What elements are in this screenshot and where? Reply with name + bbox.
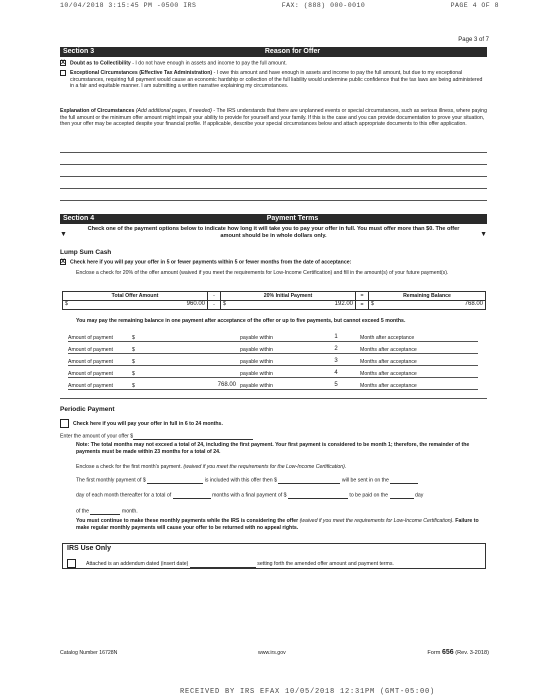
total-months-field[interactable] [173, 492, 211, 499]
payment-instruction [60, 226, 487, 240]
offer-table: Total Offer Amount - 20% Initial Payment = Remaining Balance $ 960.00 - $ 192.00 = $ 768.00 [62, 291, 486, 310]
section4-title: Section 4 [63, 214, 95, 222]
lump-sum-checkbox[interactable]: X [61, 259, 66, 265]
final-payment-field[interactable] [288, 492, 348, 499]
section3-title: Section 3 [63, 47, 95, 55]
enter-amount-row [60, 433, 253, 440]
explanation-paragraph [60, 108, 487, 128]
doubt-checkbox[interactable]: X [61, 60, 66, 66]
periodic-checkbox[interactable] [60, 419, 69, 428]
doubt-option [60, 60, 487, 67]
explanation-label: Explanation of Circumstances [60, 108, 135, 114]
payment-row: Amount of payment $ payable within 3 Months after acceptance [68, 354, 478, 366]
remaining-balance-value: 768.00 [464, 301, 483, 308]
final-day-field[interactable] [390, 492, 414, 499]
minus-sign: - [208, 292, 221, 301]
exceptional-label: Exceptional Circumstances (Effective Tax Administration) [70, 70, 213, 76]
monthly-amount-field[interactable] [278, 477, 340, 484]
lump-sum-heading: Lump Sum Cash [60, 249, 112, 256]
exceptional-checkbox[interactable] [60, 70, 66, 76]
exceptional-text: - I owe this amount and have enough in assets and income to pay the full amount, but due to my exceptional circumstances, requiring full payment would cause an economic hardship or collection of the full liability would undermine public confidence that the tax laws are being administered in a fair and equitable manner. I am submitting a written narrative explaining my circumstances. [70, 70, 483, 89]
explanation-line-4[interactable] [60, 188, 487, 189]
fax-header-left: 10/04/2018 3:15:45 PM -0500 IRS [60, 2, 197, 9]
periodic-option [60, 419, 487, 428]
total-offer-cell[interactable] [63, 301, 208, 310]
total-offer-value: 960.00 [186, 301, 205, 308]
doubt-text: - I do not have enough in assets and income to pay the full amount. [130, 60, 287, 67]
enter-amount-label: Enter the amount of your offer $ [60, 433, 134, 440]
remaining-note: You may pay the remaining balance in one payment after acceptance of the offer or up to five payments, but cannot exceed 5 months. [76, 318, 406, 324]
doubt-label: Doubt as to Collectibility [70, 60, 131, 67]
irs-use-only-box [62, 543, 486, 569]
dollar-sign: $ [371, 301, 374, 308]
periodic-text: Check here if you will pay your offer in full in 6 to 24 months. [73, 420, 223, 427]
payment-row: Amount of payment $ 768.00 payable within 5 Months after acceptance [68, 378, 478, 390]
enclose-first-note: (waived if you meet the requirements for the Low-Income Certification). [181, 464, 347, 470]
divider [60, 398, 487, 399]
explanation-text: - The IRS understands that there are unplanned events or special circumstances, such as serious illness, where paying the full amount or the minimum offer amount might impair your ability to provide for yourself and your family. If this is the case and you can provide documentation to prove your situation, then your offer may be accepted despite your financial profile. If applicable, describe your special circumstances below and attach appropriate documents to this offer application. [60, 108, 487, 127]
enclose-text: Enclose a check for 20% of the offer amount (waived if you meet the requirements for Low-Income Certification) and fill in the amount(s) of your future payment(s). [76, 270, 449, 276]
payment-row: Amount of payment $ payable within 4 Months after acceptance [68, 366, 478, 378]
payment-amount[interactable]: 768.00 [217, 381, 236, 388]
fax-header [60, 2, 499, 10]
first-payment-field[interactable] [147, 477, 203, 484]
irs-url: www.irs.gov [258, 650, 286, 656]
explanation-line-2[interactable] [60, 164, 487, 165]
payment-schedule [68, 330, 478, 390]
initial-payment-header: 20% Initial Payment [221, 292, 356, 301]
section4-heading: Payment Terms [266, 214, 319, 222]
dollar-sign: $ [223, 301, 226, 308]
payment-row: Amount of payment $ payable within 2 Months after acceptance [68, 342, 478, 354]
months-note: Note: The total months may not exceed a total of 24, including the first payment. Your first payment is considered to be month 1; therefore, the remainder of the payments must be made within 23 months for a total of 24. [76, 442, 470, 455]
page-number: Page 3 of 7 [458, 37, 489, 43]
thereafter-row: day of each month thereafter for a total of months with a final payment of $ to be paid on the day [76, 492, 424, 499]
triangle-right-icon: ▼ [480, 231, 487, 239]
sent-day-field[interactable] [390, 477, 418, 484]
fax-header-right: PAGE 4 OF 8 [450, 2, 499, 9]
form-number: Form 656 (Rev. 3-2018) [427, 649, 489, 656]
total-offer-header: Total Offer Amount [63, 292, 208, 301]
initial-payment-cell[interactable] [221, 301, 356, 310]
section3-header [60, 47, 487, 57]
explanation-line-3[interactable] [60, 176, 487, 177]
explanation-line-1[interactable] [60, 152, 487, 153]
section3-heading: Reason for Offer [264, 47, 321, 55]
dollar-sign: $ [65, 301, 68, 308]
enclose-first-text: Enclose a check for the first month's payment. [76, 464, 182, 470]
exceptional-option [60, 70, 487, 90]
continue-note: You must continue to make these monthly payments while the IRS is considering the offer (waived if you meet the requirements for Low-Income Certification). Failure to make regular monthly payments will cause your offer to be returned with no appeal rights. [76, 518, 479, 531]
addendum-date-field[interactable] [190, 561, 256, 568]
instruction-text: Check one of the payment options below to indicate how long it will take you to pay your offer in full. You must offer more than $0. The offer amount should be in whole dollars only. [87, 226, 460, 239]
triangle-left-icon: ▼ [60, 231, 67, 239]
addendum-checkbox[interactable] [67, 559, 76, 568]
first-payment-row: The first monthly payment of $ is included with this offer then $ will be sent in on the [76, 477, 486, 484]
irs-use-heading: IRS Use Only [67, 545, 111, 552]
lump-sum-text: Check here if you will pay your offer in 5 or fewer payments within 5 or fewer months from the date of acceptance: [70, 259, 352, 266]
equals-sign: = [356, 292, 369, 301]
addendum-row: Attached is an addendum dated (insert date) setting forth the amended offer amount and payment terms. [67, 559, 482, 568]
section4-header [60, 214, 487, 224]
explanation-note: (Add additional pages, if needed) [134, 108, 212, 114]
final-month-field[interactable] [90, 508, 120, 515]
enclose-first-row [76, 464, 481, 471]
payment-row: Amount of payment $ payable within 1 Month after acceptance [68, 330, 478, 342]
lump-sum-option [60, 259, 487, 266]
explanation-line-5[interactable] [60, 200, 487, 201]
initial-payment-value: 192.00 [334, 301, 353, 308]
remaining-balance-cell[interactable] [369, 301, 486, 310]
periodic-heading: Periodic Payment [60, 406, 115, 413]
received-stamp: RECEIVED BY IRS EFAX 10/05/2018 12:31PM (GMT-05:00) [180, 688, 436, 696]
of-the-row: of the month. [76, 508, 138, 515]
remaining-balance-header: Remaining Balance [369, 292, 486, 301]
offer-amount-field[interactable] [133, 433, 253, 440]
catalog-number: Catalog Number 16728N [60, 650, 118, 656]
fax-header-middle: FAX: (888) 000-0010 [281, 2, 366, 9]
